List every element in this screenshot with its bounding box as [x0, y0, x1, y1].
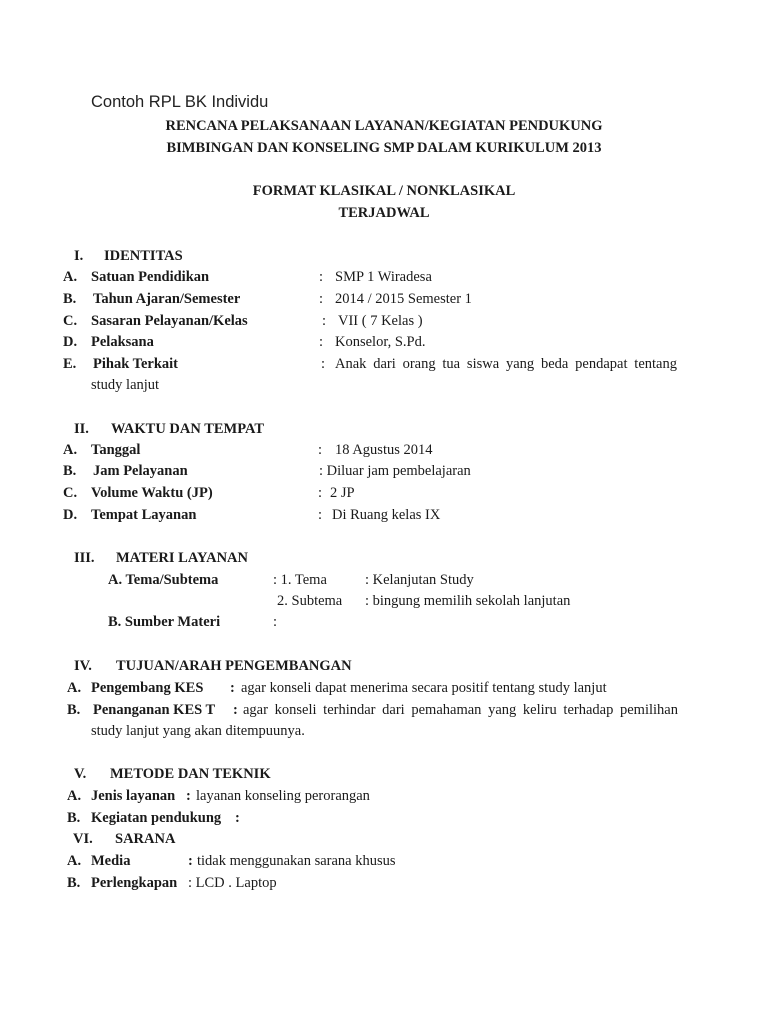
row-label: Media [91, 853, 131, 869]
row-letter: A. [63, 442, 78, 458]
row-letter: B. [67, 702, 81, 718]
row-letter: B. [63, 463, 77, 479]
section-heading: TUJUAN/ARAH PENGEMBANGAN [116, 658, 352, 674]
tema-item-1-num: : 1. Tema [273, 572, 327, 588]
tema-item-2-value: : bingung memilih sekolah lanjutan [365, 593, 571, 609]
row-label: Volume Waktu (JP) [91, 485, 213, 501]
row-colon: : [319, 269, 324, 285]
section-heading: WAKTU DAN TEMPAT [111, 421, 265, 437]
section-heading: IDENTITAS [104, 248, 183, 264]
row-letter: D. [63, 334, 78, 350]
row-colon: : [233, 702, 238, 718]
section-roman: III. [74, 550, 95, 566]
row-label: Satuan Pendidikan [91, 269, 210, 285]
row-letter: A. [67, 680, 82, 696]
row-colon: : [318, 507, 323, 523]
row-value: layanan konseling perorangan [196, 788, 370, 804]
section-heading: METODE DAN TEKNIK [110, 766, 271, 782]
row-label: Tempat Layanan [91, 507, 197, 523]
row-label: Kegiatan pendukung [91, 810, 222, 826]
tema-item-1-value: : Kelanjutan Study [365, 572, 474, 588]
row-value: agar konseli terhindar dari pemahaman yang keliru terhadap pemilihan [243, 702, 678, 718]
title-line-2: BIMBINGAN DAN KONSELING SMP DALAM KURIKULUM 2013 [166, 140, 602, 156]
row-letter: A. [63, 269, 78, 285]
sumber-materi-label: B. Sumber Materi [108, 614, 221, 630]
row-label: Jenis layanan [91, 788, 176, 804]
row-value: 2014 / 2015 Semester 1 [335, 291, 472, 307]
row-letter: B. [67, 810, 81, 826]
row-label: Tanggal [91, 442, 141, 458]
row-colon: : [319, 334, 324, 350]
row-colon: : [319, 291, 324, 307]
tema-label: A. Tema/Subtema [108, 572, 219, 588]
row-value: : Diluar jam pembelajaran [319, 463, 471, 479]
row-colon: : [230, 680, 235, 696]
tema-item-2-num: 2. Subtema [277, 593, 343, 609]
section-roman: I. [74, 248, 84, 264]
row-value: VII ( 7 Kelas ) [338, 313, 423, 329]
row-colon: : [186, 788, 191, 804]
row-label: Sasaran Pelayanan/Kelas [91, 313, 248, 329]
sumber-materi-colon: : [273, 614, 278, 630]
row-letter: C. [63, 313, 78, 329]
row-letter: E. [63, 356, 77, 372]
row-letter: D. [63, 507, 78, 523]
row-value: Anak dari orang tua siswa yang beda pendapat tentang [335, 356, 677, 372]
row-value: 2 JP [330, 485, 355, 501]
row-colon: : [318, 442, 323, 458]
row-value-continuation: study lanjut yang akan ditempuunya. [91, 723, 305, 739]
format-line-1: FORMAT KLASIKAL / NONKLASIKAL [252, 183, 516, 199]
row-label: Penanganan KES T [93, 702, 216, 718]
row-value: : LCD . Laptop [188, 875, 277, 891]
section-heading: SARANA [115, 831, 176, 847]
row-value: 18 Agustus 2014 [335, 442, 433, 458]
row-colon: : [235, 810, 240, 826]
section-roman: IV. [74, 658, 92, 674]
row-value: agar konseli dapat menerima secara positif tentang study lanjut [241, 680, 607, 696]
row-value-continuation: study lanjut [91, 377, 160, 393]
row-label: Pihak Terkait [93, 356, 179, 372]
document-top-label: Contoh RPL BK Individu [91, 93, 269, 111]
row-label: Tahun Ajaran/Semester [93, 291, 241, 307]
row-colon: : [322, 313, 327, 329]
row-colon: : [188, 853, 193, 869]
row-label: Pengembang KES [91, 680, 204, 696]
row-value: SMP 1 Wiradesa [335, 269, 432, 285]
row-colon: : [318, 485, 323, 501]
row-value: Di Ruang kelas IX [332, 507, 441, 523]
row-label: Pelaksana [91, 334, 154, 350]
section-heading: MATERI LAYANAN [116, 550, 249, 566]
row-letter: B. [63, 291, 77, 307]
title-line-1: RENCANA PELAKSANAAN LAYANAN/KEGIATAN PENDUKUNG [165, 118, 603, 134]
row-colon: : [321, 356, 326, 372]
row-label: Perlengkapan [91, 875, 178, 891]
row-letter: A. [67, 788, 82, 804]
section-roman: V. [74, 766, 87, 782]
section-roman: II. [74, 421, 89, 437]
section-roman: VI. [73, 831, 93, 847]
row-letter: B. [67, 875, 81, 891]
row-value: tidak menggunakan sarana khusus [197, 853, 396, 869]
row-letter: C. [63, 485, 78, 501]
row-value: Konselor, S.Pd. [335, 334, 426, 350]
format-line-2: TERJADWAL [338, 205, 430, 221]
row-label: Jam Pelayanan [93, 463, 188, 479]
row-letter: A. [67, 853, 82, 869]
